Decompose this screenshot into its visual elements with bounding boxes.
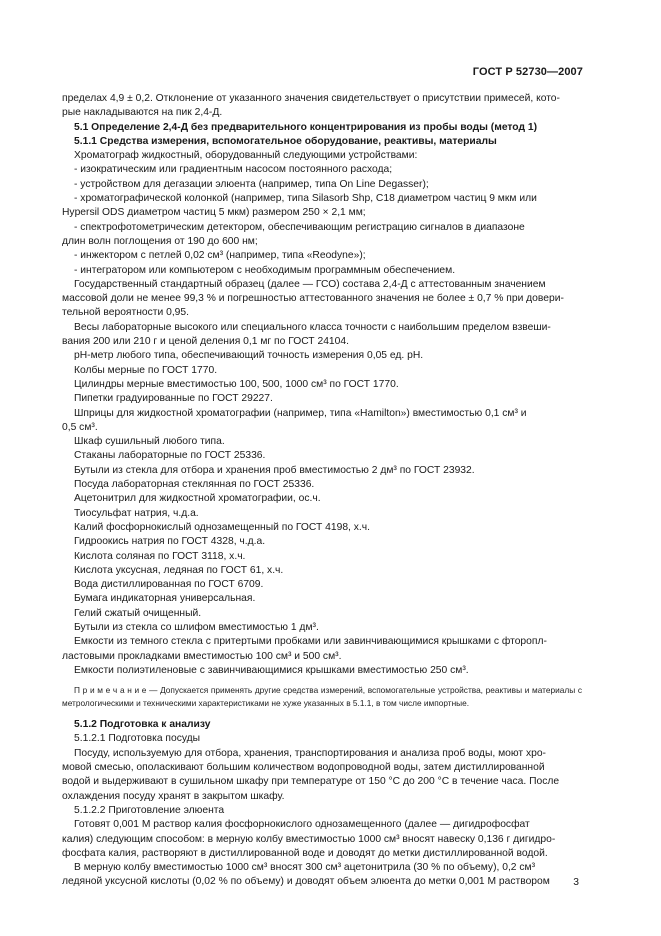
text-line: ледяной уксусной кислоты (0,02 % по объему) и доводят объем элюента до метки 0,001 М раствором xyxy=(62,876,550,888)
document-body xyxy=(62,92,582,890)
text-line: Бутыли из стекла со шлифом вместимостью 1 дм³. xyxy=(74,621,319,633)
text-line: Посуда лабораторная стеклянная по ГОСТ 25336. xyxy=(74,479,315,491)
text-line: Ацетонитрил для жидкостной хроматографии, ос.ч. xyxy=(74,493,321,505)
text-line: Гелий сжатый очищенный. xyxy=(74,607,202,619)
text-line: Кислота соляная по ГОСТ 3118, х.ч. xyxy=(74,550,246,562)
section-heading-5-1: 5.1 Определение 2,4-Д без предварительного концентрирования из пробы воды (метод 1) xyxy=(74,121,538,133)
text-line: Калий фосфорнокислый однозамещенный по ГОСТ 4198, х.ч. xyxy=(74,521,371,533)
text-line: Кислота уксусная, ледяная по ГОСТ 61, х.ч. xyxy=(74,564,284,576)
section-heading-5-1-2-2: 5.1.2.2 Приготовление элюента xyxy=(74,804,225,816)
text-line: водой и выдерживают в сушильном шкафу при температуре от 150 °С до 200 °С в течение часа. После xyxy=(62,776,560,788)
document-header: ГОСТ Р 52730—2007 xyxy=(472,66,583,78)
text-line: Бутыли из стекла для отбора и хранения проб вместимостью 2 дм³ по ГОСТ 23932. xyxy=(74,464,475,476)
text-line: охлаждения посуду хранят в закрытом шкафу. xyxy=(62,790,285,802)
list-item: - интегратором или компьютером с необходимым программным обеспечением. xyxy=(74,264,456,276)
text-line: мовой смесью, ополаскивают большим количеством водопроводной воды, затем дистиллированной xyxy=(62,762,545,774)
list-item: - инжектором с петлей 0,02 см³ (например, типа «Reodyne»); xyxy=(74,250,366,262)
text-line: Гидроокись натрия по ГОСТ 4328, ч.д.а. xyxy=(74,536,266,548)
text-line: Пипетки градуированные по ГОСТ 29227. xyxy=(74,393,273,405)
text-line: Цилиндры мерные вместимостью 100, 500, 1000 см³ по ГОСТ 1770. xyxy=(74,378,399,390)
text-line: Государственный стандартный образец (далее — ГСО) состава 2,4-Д с аттестованным значением xyxy=(74,278,546,290)
list-item: - хроматографической колонкой (например, типа Silasorb Shp, C18 диаметром частиц 9 мкм или xyxy=(74,193,537,205)
text-line: длин волн поглощения от 190 до 600 нм; xyxy=(62,235,258,247)
text-line: тельной вероятности 0,95. xyxy=(62,307,190,319)
text-line: Готовят 0,001 М раствор калия фосфорнокислого однозамещенного (далее — дигидрофосфат xyxy=(74,819,530,831)
page-number: 3 xyxy=(573,877,579,888)
text-line: Стаканы лабораторные по ГОСТ 25336. xyxy=(74,450,266,462)
text-line: Бумага индикаторная универсальная. xyxy=(74,593,256,605)
text-line: массовой доли не менее 99,3 % и погрешностью аттестованного значения не более ± 0,7 % при довери- xyxy=(62,293,564,305)
section-heading-5-1-1: 5.1.1 Средства измерения, вспомогательное оборудование, реактивы, материалы xyxy=(74,135,497,147)
text-line: pH-метр любого типа, обеспечивающий точность измерения 0,05 ед. pH. xyxy=(74,350,424,362)
note: П р и м е ч а н и е — Допускается применять другие средства измерений, вспомогательные устройства, реактивы и материалы с метрологическими и техническими характеристиками не хуже указанных в 5.1.1, в том числе импортные. xyxy=(62,685,582,709)
text-line: рые накладываются на пик 2,4-Д. xyxy=(62,107,223,119)
section-heading-5-1-2: 5.1.2 Подготовка к анализу xyxy=(74,719,211,731)
text-line: фосфата калия, растворяют в дистиллированной воде и доводят до метки дистиллированной водой. xyxy=(62,847,548,859)
list-item: - изократическим или градиентным насосом постоянного расхода; xyxy=(74,164,393,176)
text-line: пределах 4,9 ± 0,2. Отклонение от указанного значения свидетельствует о присутствии примесей, кото- xyxy=(62,93,560,104)
text-line: В мерную колбу вместимостью 1000 см³ вносят 300 см³ ацетонитрила (30 % по объему), 0,2 см³ xyxy=(74,862,536,874)
text-line: Шкаф сушильный любого типа. xyxy=(74,436,225,448)
text-line: Емкости из темного стекла с притертыми пробками или завинчивающимися крышками с фторопл- xyxy=(74,636,547,648)
text-line: 0,5 см³. xyxy=(62,421,98,433)
text-line: вания 200 или 210 г и ценой деления 0,1 мг по ГОСТ 24104. xyxy=(62,336,349,348)
text-line: Колбы мерные по ГОСТ 1770. xyxy=(74,364,218,376)
section-heading-5-1-2-1: 5.1.2.1 Подготовка посуды xyxy=(74,733,201,745)
text-line: Весы лабораторные высокого или специального класса точности с наибольшим пределом взвеши- xyxy=(74,321,551,333)
text-line: калия) следующим способом: в мерную колбу вместимостью 1000 см³ вносят навеску 0,136 г дигидро- xyxy=(62,833,556,845)
list-item: - устройством для дегазации элюента (например, типа On Line Degasser); xyxy=(74,178,429,190)
text-line: Хроматограф жидкостный, оборудованный следующими устройствами: xyxy=(74,150,418,162)
list-item: - спектрофотометрическим детектором, обеспечивающим регистрацию сигналов в диапазоне xyxy=(74,221,525,233)
text-line: Тиосульфат натрия, ч.д.а. xyxy=(74,507,199,519)
text-line: ластовыми прокладками вместимостью 100 см³ и 500 см³. xyxy=(62,650,342,662)
text-line: Посуду, используемую для отбора, хранения, транспортирования и анализа проб воды, моют хро- xyxy=(74,747,546,759)
text-line: Шприцы для жидкостной хроматографии (например, типа «Hamilton») вместимостью 0,1 см³ и xyxy=(74,407,527,419)
text-line: Hypersil ODS диаметром частиц 5 мкм) размером 250 × 2,1 мм; xyxy=(62,207,366,219)
text-line: Емкости полиэтиленовые с завинчивающимися крышками вместимостью 250 см³. xyxy=(74,664,469,676)
text-line: Вода дистиллированная по ГОСТ 6709. xyxy=(74,579,264,591)
